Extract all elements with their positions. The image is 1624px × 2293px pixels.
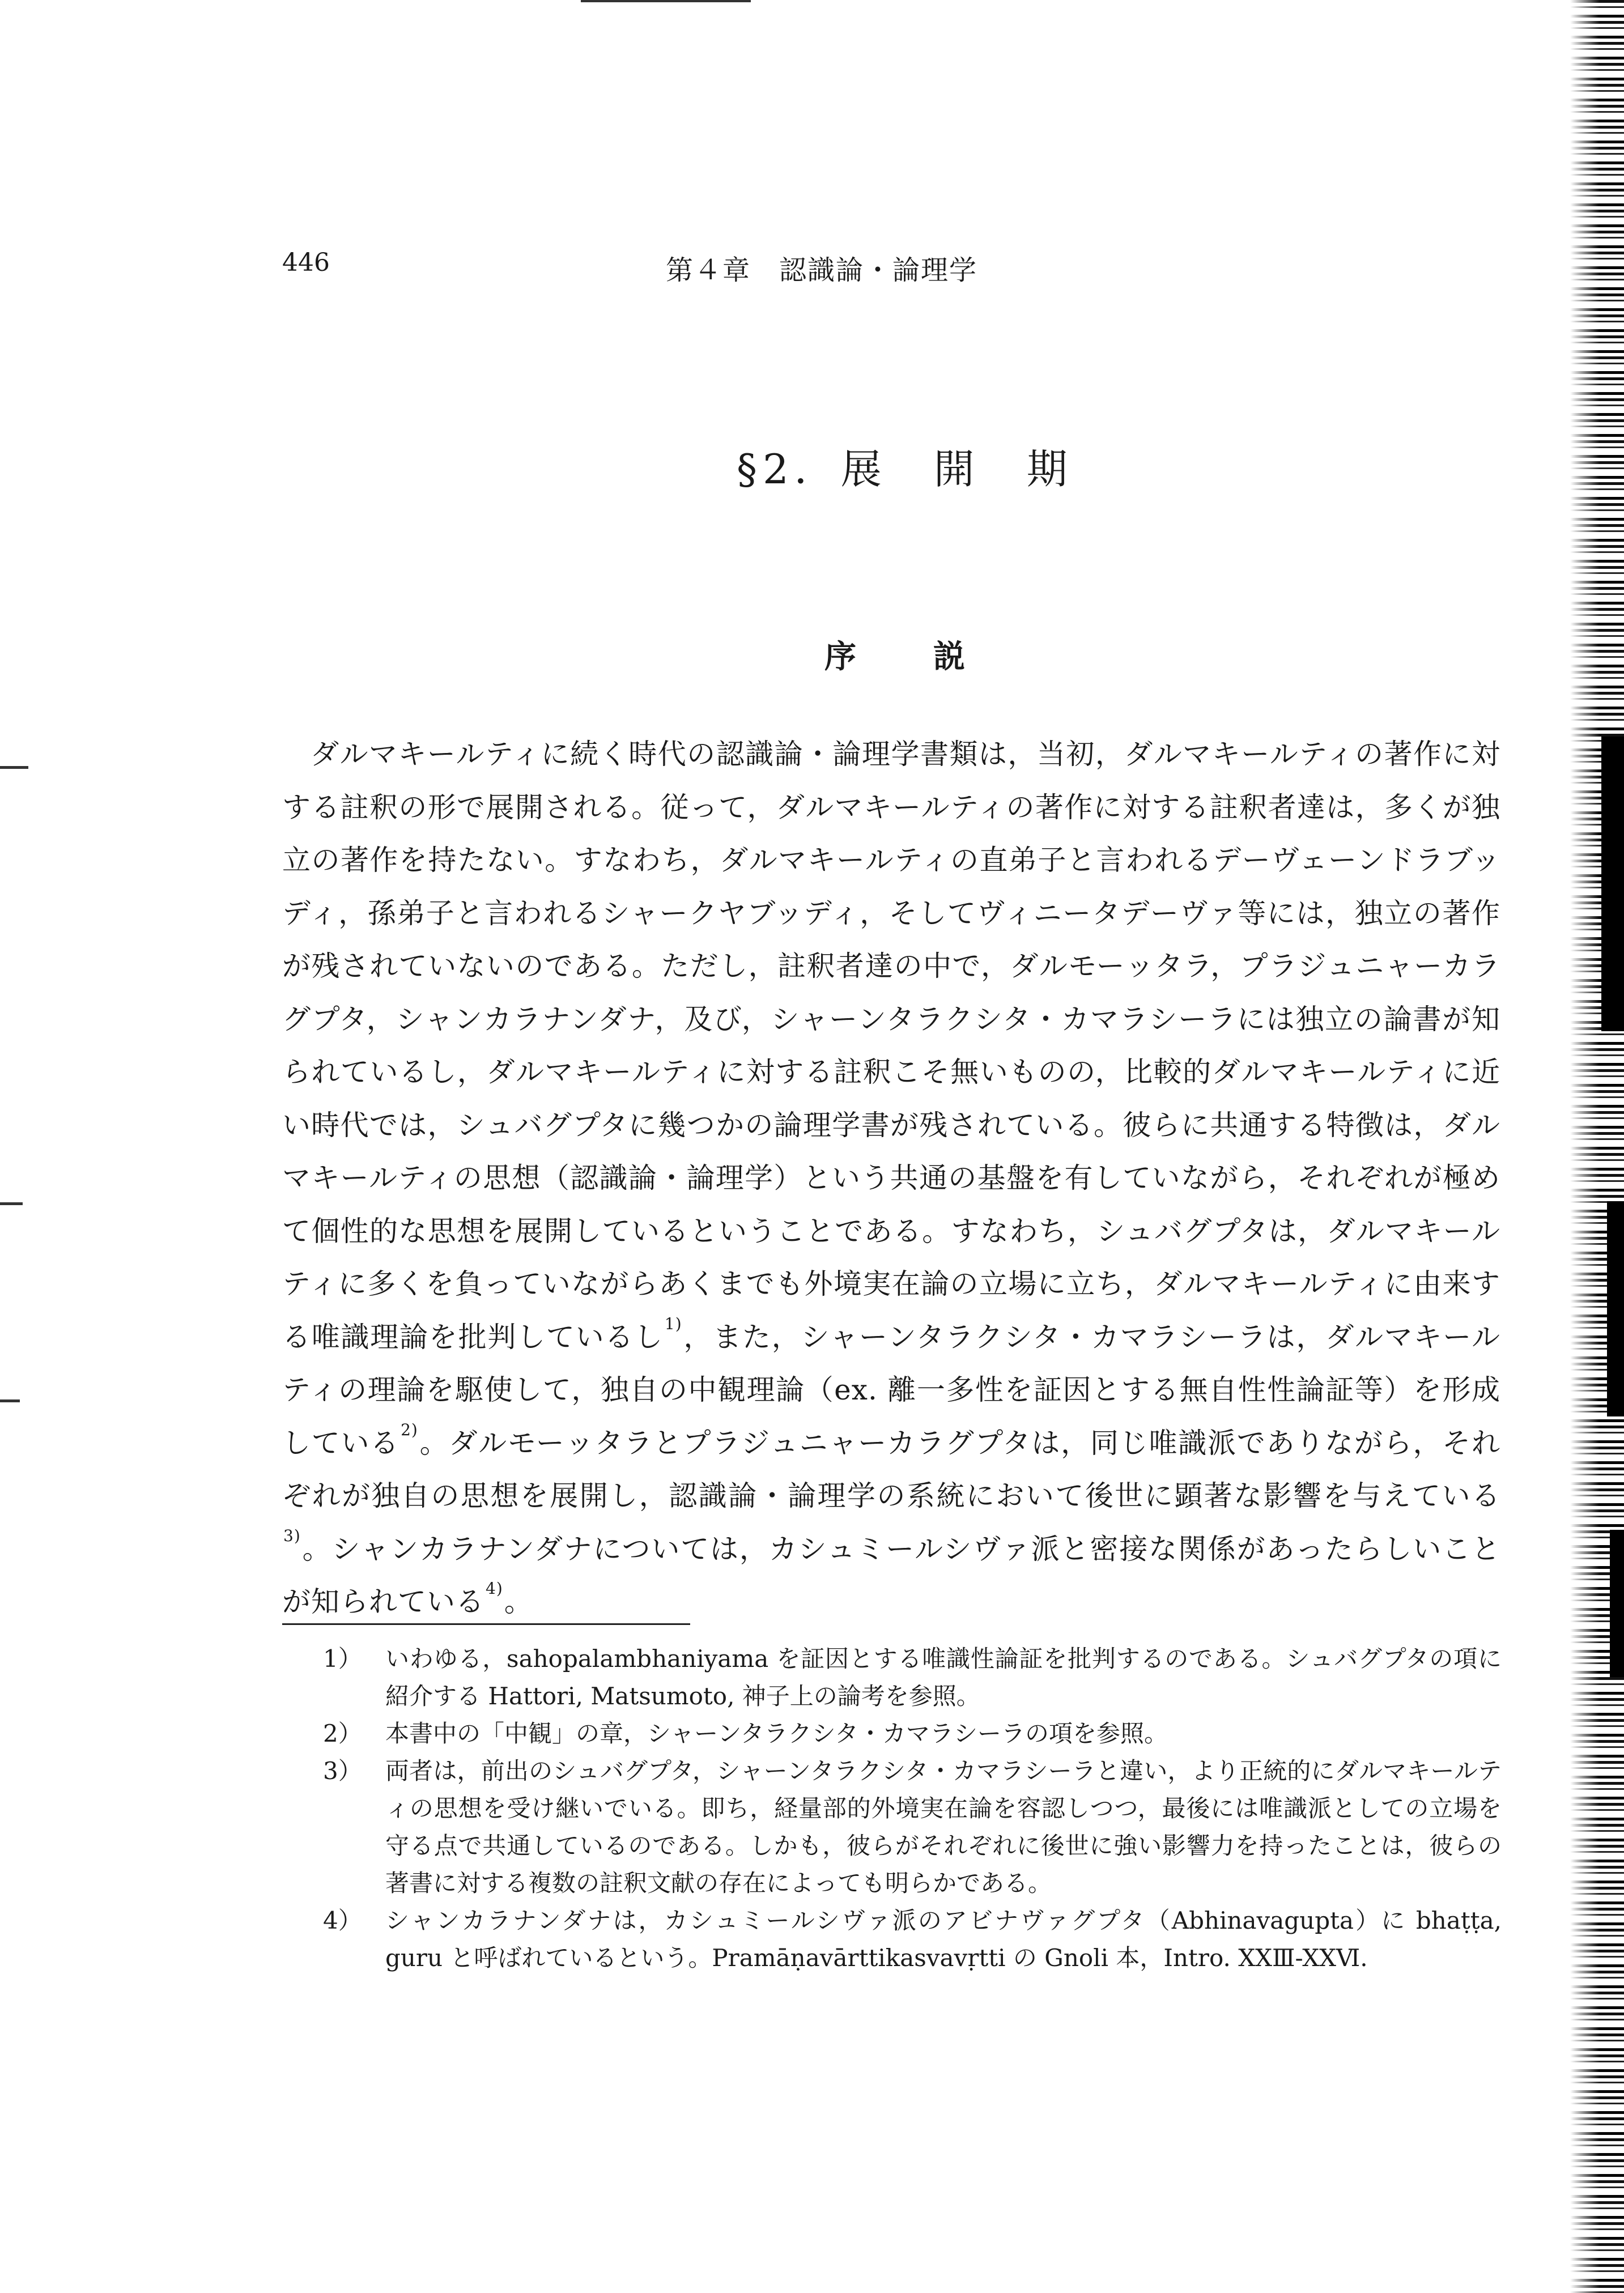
scan-mark	[0, 1399, 20, 1402]
footnote-number: 3）	[323, 1757, 362, 1785]
footnote	[323, 1640, 1502, 1715]
footnote-text: いわゆる，sahopalambhaniyama を証因とする唯識性論証を批判するのである。シュバグプタの項に紹介する Hattori, Matsumoto, 神子上の論考を参照。	[385, 1645, 1502, 1710]
page-number: 446	[282, 248, 330, 277]
footnote-number: 4）	[323, 1907, 362, 1934]
footnote-reference: 3)	[283, 1526, 301, 1545]
footnote-text: 本書中の「中観」の章，シャーンタラクシタ・カマラシーラの項を参照。	[385, 1720, 1168, 1747]
body-paragraph	[282, 728, 1500, 1629]
body-text-segment: 。ダルモーッタラとプラジュニャーカラグプタは，同じ唯識派でありながら，それぞれが独自の思想を展開し，認識論・論理学の系統において後世に顕著な影響を与えている	[282, 1426, 1501, 1512]
body-text-segment: ，また，シャーンタラクシタ・カマラシーラは，ダルマキールティの理論を駆使して，独自の中観理論（ex. 離一多性を証因とする無自性性論証等）を形成している	[282, 1320, 1501, 1460]
running-head: 第４章 認識論・論理学	[666, 254, 978, 286]
page-edge-shadow	[1610, 1530, 1624, 1677]
footnote-number: 1）	[323, 1645, 362, 1673]
footnote-reference: 1)	[664, 1314, 682, 1333]
body-text-segment: 。	[504, 1585, 533, 1618]
footnote-reference: 2)	[401, 1420, 418, 1439]
scan-mark	[0, 1202, 23, 1205]
section-title: §2．展 開 期	[737, 445, 1073, 493]
subsection-title: 序 説	[824, 638, 988, 675]
body-text-segment: 。シャンカラナンダナについては，カシュミールシヴァ派と密接な関係があったらしいことが知られている	[282, 1532, 1500, 1618]
footnote	[323, 1902, 1502, 1977]
body-text-segment: ダルマキールティに続く時代の認識論・論理学書類は，当初，ダルマキールティの著作に対する註釈の形で展開される。従って，ダルマキールティの著作に対する註釈者達は，多くが独立の著作を持たない。すなわち，ダルマキールティの直弟子と言われるデーヴェーンドラブッディ，孫弟子と言われるシャークヤブッディ，そしてヴィニータデーヴァ等には，独立の著作が残されていないのである。ただし，註釈者達の中で，ダルモーッタラ，プラジュニャーカラグプタ，シャンカラナンダナ，及び，シャーンタラクシタ・カマラシーラには独立の論書が知られているし，ダルマキールティに対する註釈こそ無いものの，比較的ダルマキールティに近い時代では，シュバグプタに幾つかの論理学書が残されている。彼らに共通する特徴は，ダルマキールティの思想（認識論・論理学）という共通の基盤を有していながら，それぞれが極めて個性的な思想を展開しているということである。すなわち，シュバグプタは，ダルマキールティに多くを負っていながらあくまでも外境実在論の立場に立ち，ダルマキールティに由来する唯識理論を批判しているし	[282, 738, 1500, 1354]
scan-mark	[581, 0, 751, 2]
page-edge-shadow	[1607, 1201, 1624, 1416]
footnote-number: 2）	[323, 1720, 362, 1747]
footnote-separator	[282, 1623, 690, 1625]
footnote-text: 両者は，前出のシュバグプタ，シャーンタラクシタ・カマラシーラと違い，より正統的にダルマキールティの思想を受け継いでいる。即ち，経量部的外境実在論を容認しつつ，最後には唯識派としての立場を守る点で共通しているのである。しかも，彼らがそれぞれに後世に強い影響力を持ったことは，彼らの著書に対する複数の註釈文献の存在によっても明らかである。	[385, 1757, 1502, 1897]
footnote	[323, 1752, 1502, 1902]
footnote-reference: 4)	[486, 1579, 503, 1598]
page-header	[0, 248, 1624, 288]
scan-mark	[0, 766, 28, 769]
footnotes	[323, 1640, 1502, 1977]
footnote-text: シャンカラナンダナは，カシュミールシヴァ派のアビナヴァグプタ（Abhinavagupta）に bhaṭṭa, guru と呼ばれているという。Pramāṇavārttikasvavṛtti の Gnoli 本，Intro. XXⅢ-XXⅥ.	[385, 1907, 1502, 1972]
footnote	[323, 1715, 1502, 1752]
scanned-page-edge	[1570, 0, 1624, 2293]
page-edge-shadow	[1601, 737, 1624, 1031]
